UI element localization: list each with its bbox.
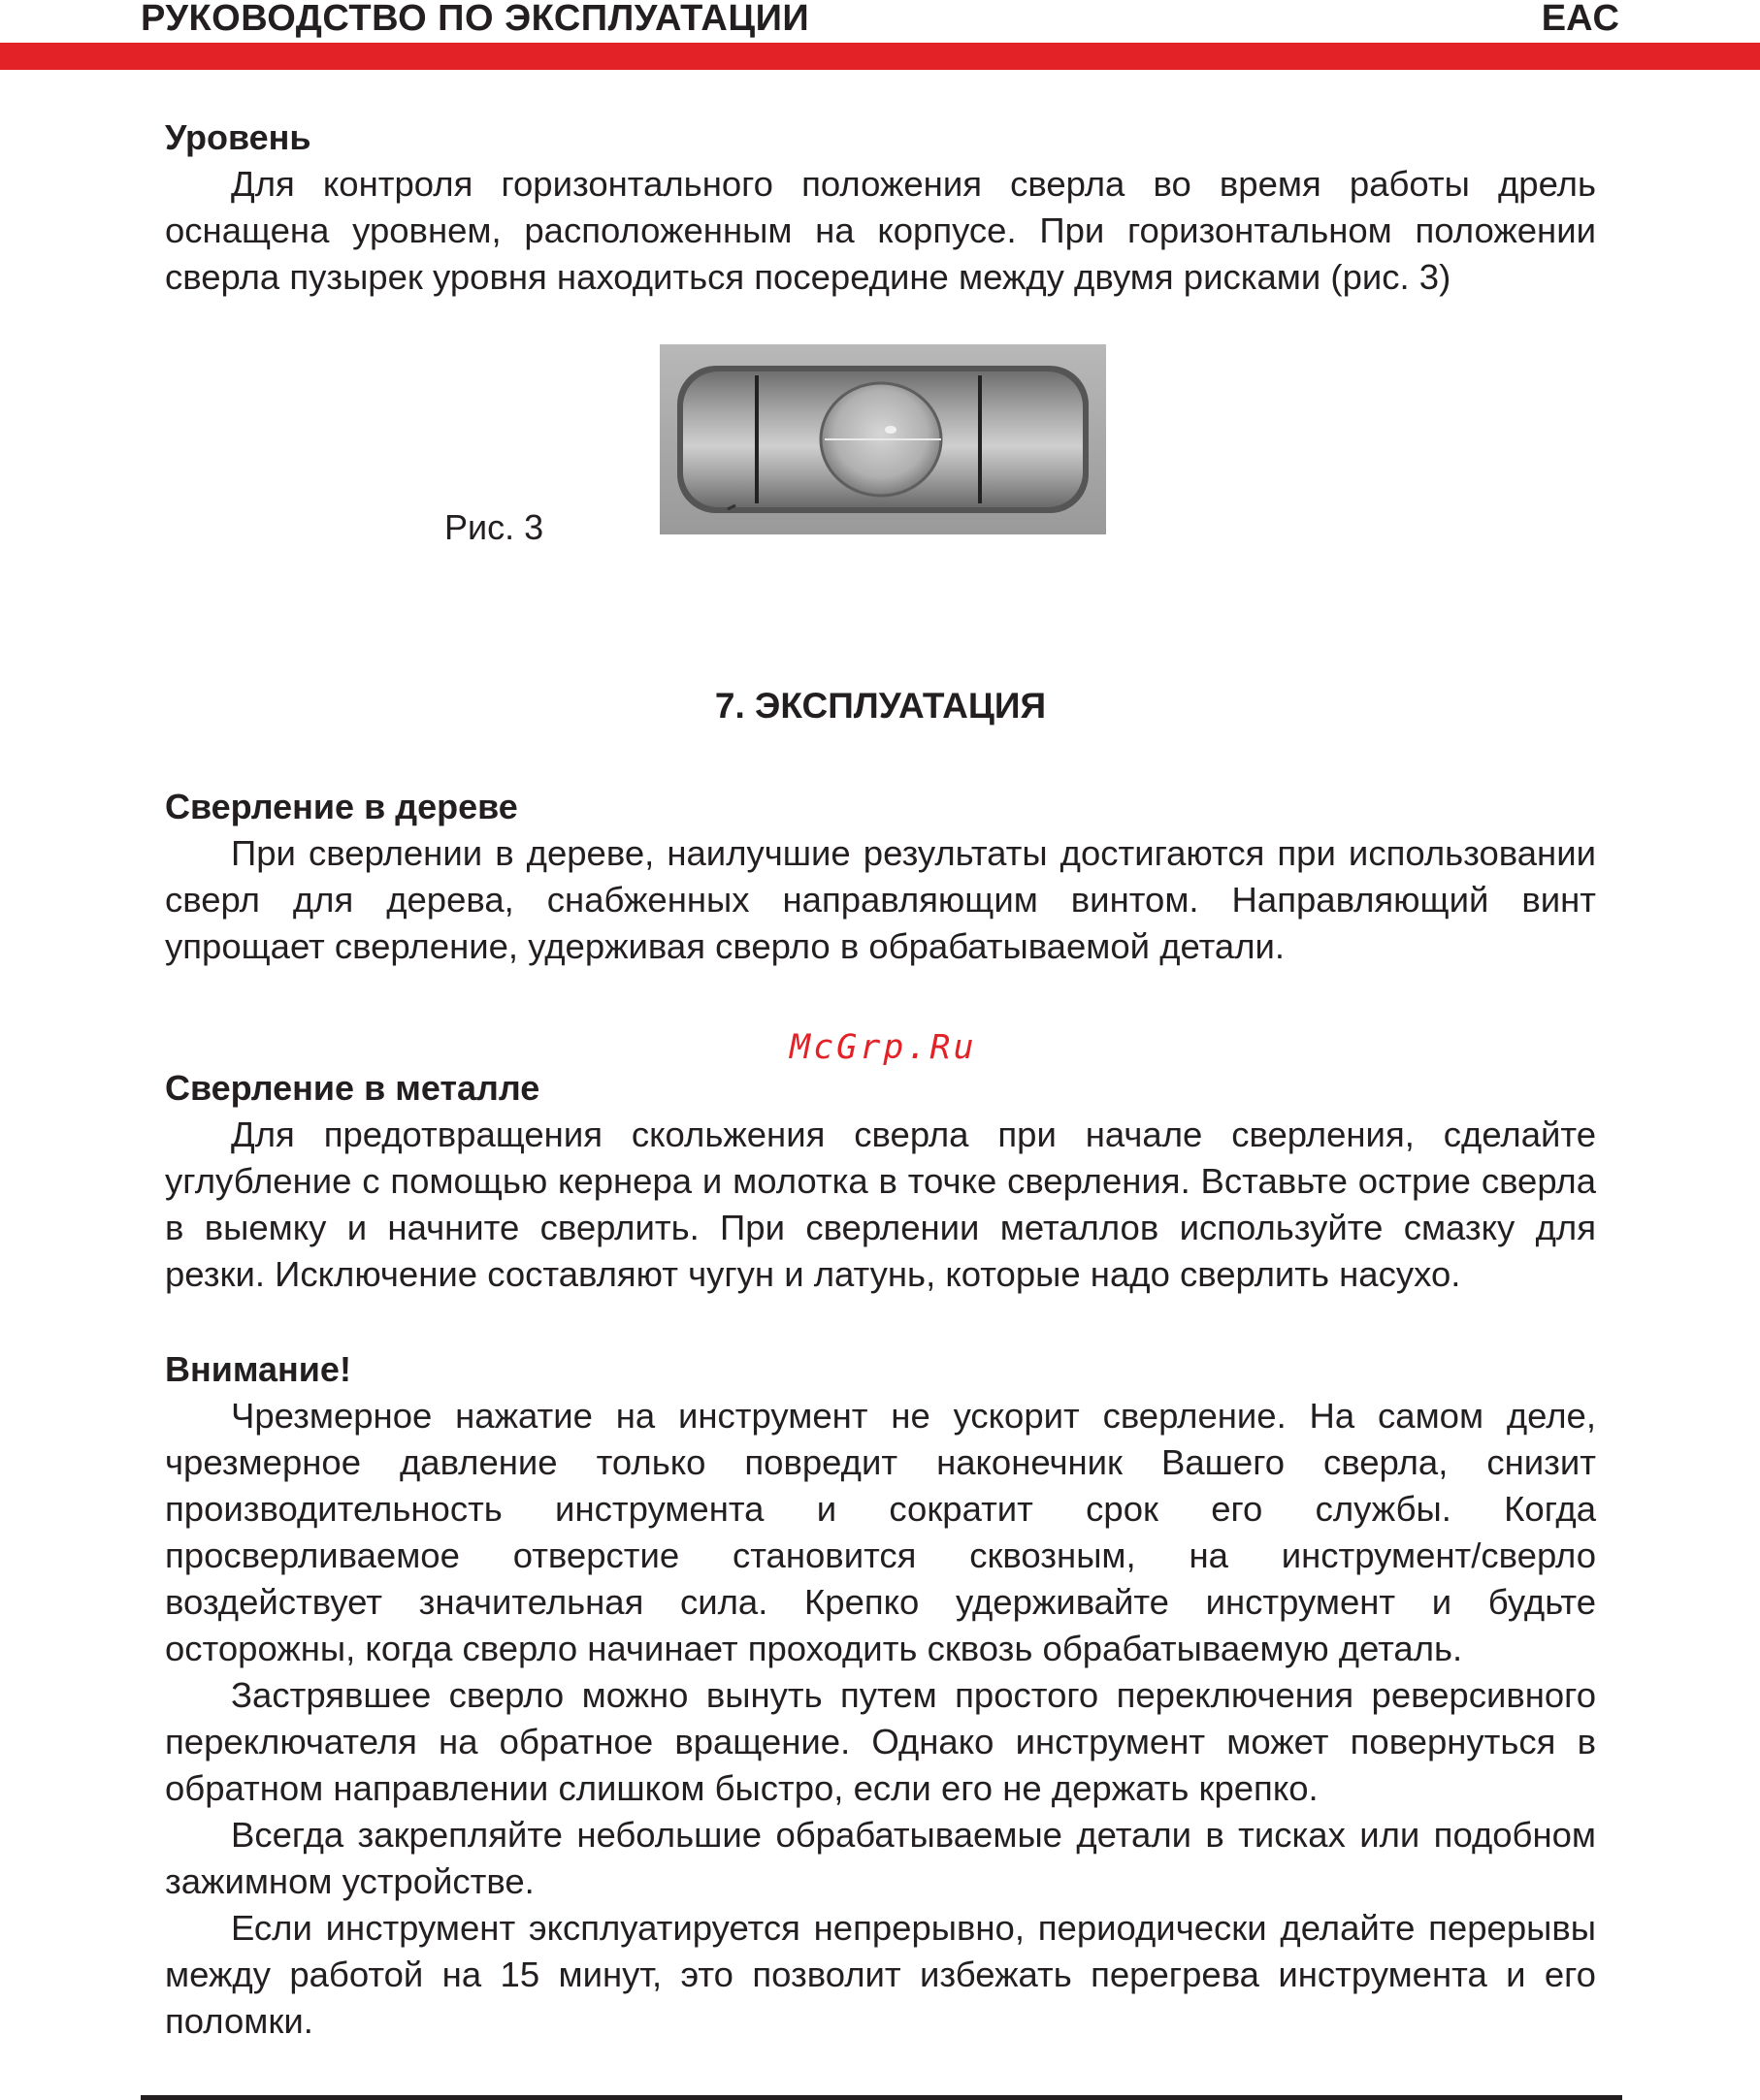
wood-heading: Сверление в дереве (165, 787, 518, 826)
figure-3 (165, 339, 1596, 572)
section-title: 7. ЭКСПЛУАТАЦИЯ (714, 686, 1047, 726)
spirit-level-photo (660, 344, 1106, 534)
warning-paragraph: Чрезмерное нажатие на инструмент не ускорит сверление. На самом деле, чрезмерное давление только повредит наконечник Вашего сверла, снизит производительность инструмента и сократит срок его службы. Когда просверливаемое отверстие становится сквозным, на инструмент/сверло воздействует значительная сила. Крепко удерживайте инструмент и будьте осторожны, когда сверло начинает проходить сквозь обрабатываемую деталь. (165, 1396, 1596, 1668)
watermark: McGrp.Ru (790, 1028, 977, 1067)
eac-mark: EAC (1541, 0, 1619, 39)
figure-caption: Рис. 3 (444, 507, 544, 547)
level-text: Для контроля горизонтального положения сверла во время работы дрель оснащена уровнем, расположенным на корпусе. При горизонтальном положении сверла пузырек уровня находиться посередине между двумя рисками (рис. 3) (165, 164, 1596, 297)
level-heading: Уровень (165, 117, 311, 157)
warning-paragraph: Застрявшее сверло можно вынуть путем простого переключения реверсивного переключателя на обратное вращение. Однако инструмент может повернуться в обратном направлении слишком быстро, если его не держать крепко. (165, 1675, 1596, 1808)
metal-heading: Сверление в металле (165, 1068, 540, 1108)
page-content (165, 114, 1596, 2045)
warning-heading: Внимание! (165, 1349, 351, 1389)
metal-text: Для предотвращения скольжения сверла при начале сверления, сделайте углубление с помощью кернера и молотка в точке сверления. Вставьте острие сверла в выемку и начните сверлить. При сверлении металлов используйте смазку для резки. Исключение составляют чугун и латунь, которые надо сверлить насухо. (165, 1115, 1596, 1294)
warning-paragraph: Всегда закрепляйте небольшие обрабатываемые детали в тисках или подобном зажимном устройстве. (165, 1815, 1596, 1901)
page-header-title: РУКОВОДСТВО ПО ЭКСПЛУАТАЦИИ (141, 0, 810, 39)
header-red-bar (0, 43, 1760, 70)
warning-paragraph: Если инструмент эксплуатируется непрерывно, периодически делайте перерывы между работой на 15 минут, это позволит избежать перегрева инструмента и его поломки. (165, 1908, 1596, 2041)
wood-text: При сверлении в дереве, наилучшие результаты достигаются при использовании сверл для дерева, снабженных направляющим винтом. Направляющий винт упрощает сверление, удерживая сверло в обрабатываемой детали. (165, 833, 1596, 966)
footer-rule (141, 2095, 1622, 2100)
